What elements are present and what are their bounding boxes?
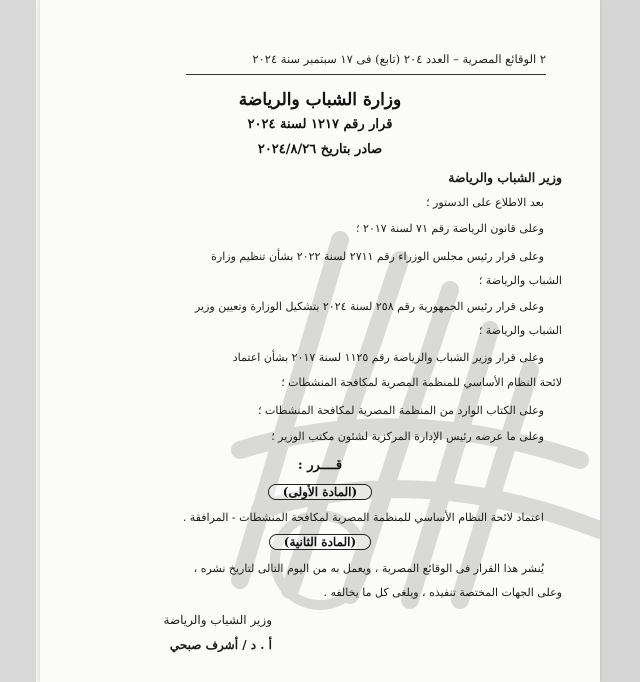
preamble-line: وعلى ما عرضه رئيس الإدارة المركزية لشئون مكتب الوزير ؛ [271, 430, 544, 443]
issue-date: صادر بتاريخ ٢٠٢٤/٨/٢٦ [257, 142, 383, 157]
preamble-line: الشباب والرياضة ؛ [478, 274, 562, 287]
article-2-text: يُنشر هذا القرار فى الوقائع المصرية ، ويعمل به من اليوم التالى لتاريخ نشره ، [193, 562, 544, 575]
preamble-line: لائحة النظام الأساسي للمنظمة المصرية لمكافحة المنشطات ؛ [281, 376, 562, 389]
article-2-text: وعلى الجهات المختصة تنفيذه ، ويلغى كل ما يخالفه . [323, 586, 562, 599]
article-1-label: (المادة الأولى) [268, 484, 372, 500]
preamble-line: وعلى قانون الرياضة رقم ٧١ لسنة ٢٠١٧ ؛ [356, 222, 544, 235]
signature-name: أ . د / أشرف صبحي [169, 638, 272, 652]
minister-heading: وزير الشباب والرياضة [448, 170, 562, 185]
decides-heading: قــــرر : [297, 458, 343, 473]
article-2-heading [40, 531, 600, 550]
article-1-text: اعتماد لائحة النظام الأساسي للمنظمة المصرية لمكافحة المنشطات - المرافقة . [182, 511, 544, 524]
preamble-line: وعلى قرار رئيس مجلس الوزراء رقم ٢٧١١ لسنة ٢٠٢٢ بشأن تنظيم وزارة [211, 250, 544, 263]
preamble-line: وعلى الكتاب الوارد من المنظمة المصرية لمكافحة المنشطات ؛ [257, 404, 544, 417]
decree-title: قرار رقم ١٢١٧ لسنة ٢٠٢٤ [247, 117, 393, 132]
header-divider [186, 74, 546, 75]
preamble-line: بعد الاطلاع على الدستور ؛ [426, 196, 544, 209]
preamble-line: وعلى قرار رئيس الجمهورية رقم ٢٥٨ لسنة ٢٠٢٤ بتشكيل الوزارة وتعيين وزير [194, 300, 544, 313]
article-2-label: (المادة الثانية) [269, 534, 371, 550]
document-page [40, 0, 600, 682]
ministry-title: وزارة الشباب والرياضة [238, 90, 402, 110]
gazette-header: ٢ الوقائع المصرية – العدد ٢٠٤ (تابع) فى ١٧ سبتمبر سنة ٢٠٢٤ [252, 52, 546, 66]
preamble-line: الشباب والرياضة ؛ [478, 324, 562, 337]
article-1-heading [40, 481, 600, 500]
signature-title: وزير الشباب والرياضة [163, 613, 272, 627]
preamble-line: وعلى قرار وزير الشباب والرياضة رقم ١١٢٥ لسنة ٢٠١٧ بشأن اعتماد [232, 351, 544, 364]
